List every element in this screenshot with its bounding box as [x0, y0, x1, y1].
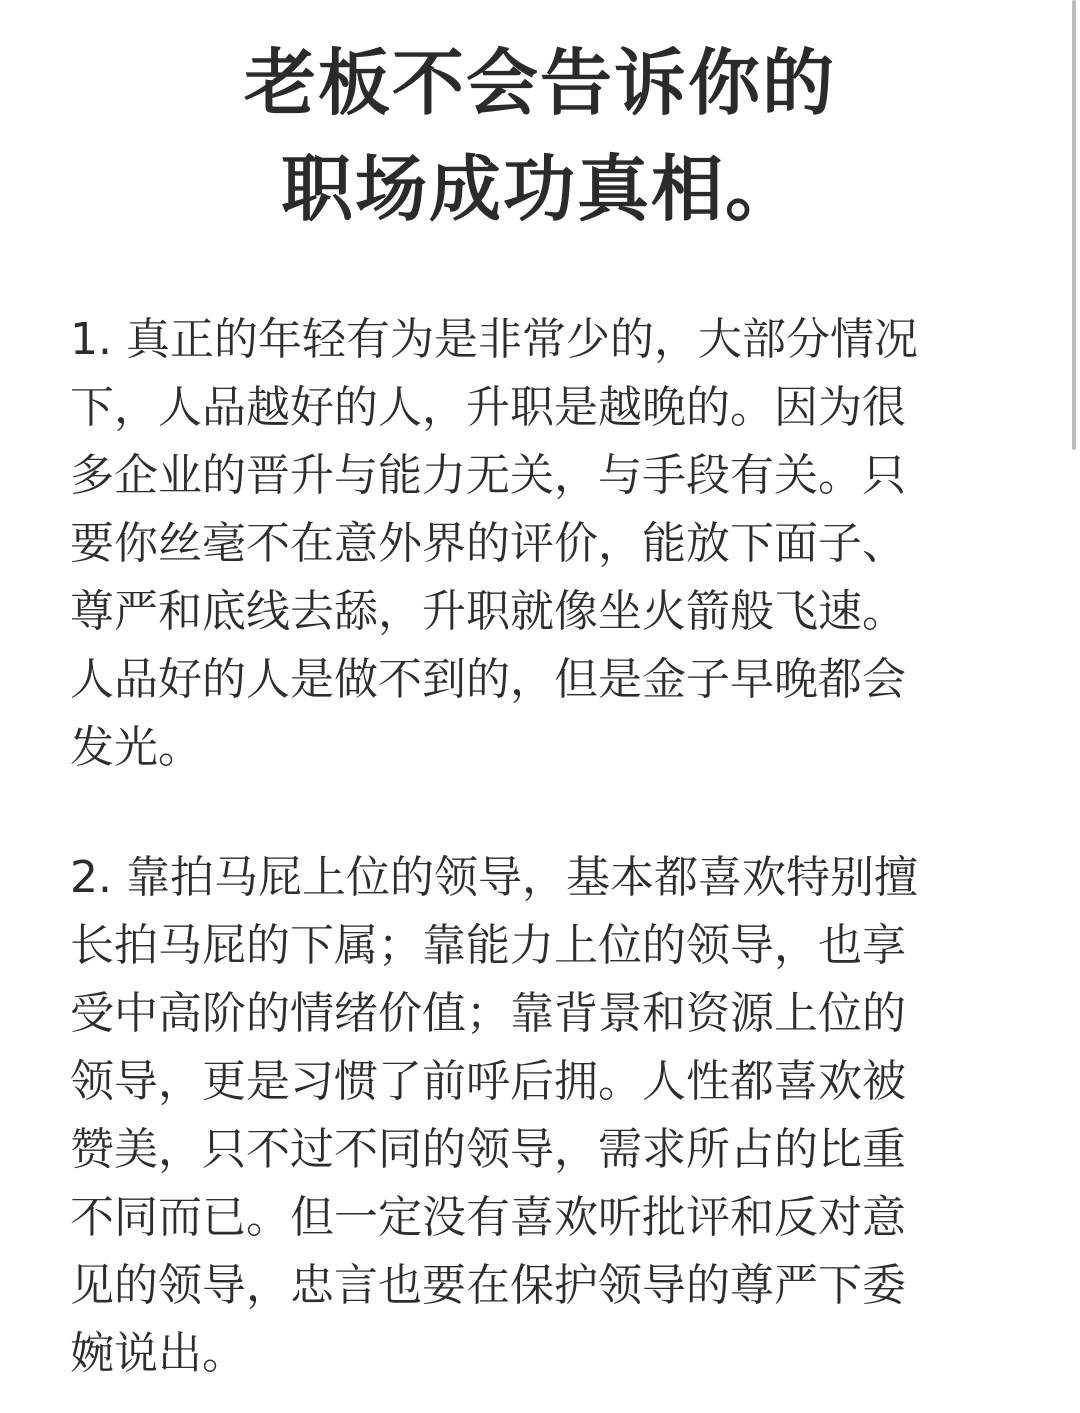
paragraph-line: 1. 真正的年轻有为是非常少的，大部分情况	[70, 314, 918, 365]
title-line-2: 职场成功真相。	[280, 147, 799, 231]
paragraph-line: 尊严和底线去舔，升职就像坐火箭般飞速。	[70, 586, 906, 637]
paragraph-line: 受中高阶的情绪价值；靠背景和资源上位的	[70, 988, 906, 1039]
paragraph-line: 见的领导，忠言也要在保护领导的尊严下委	[70, 1260, 906, 1311]
title-line-1: 老板不会告诉你的	[243, 41, 836, 125]
paragraph-2	[70, 844, 990, 1388]
paragraph-line: 婉说出。	[70, 1328, 246, 1379]
paragraph-line: 赞美，只不过不同的领导，需求所占的比重	[70, 1124, 906, 1175]
paragraph-line: 领导，更是习惯了前呼后拥。人性都喜欢被	[70, 1056, 906, 1107]
paragraph-line: 发光。	[70, 722, 202, 773]
vertical-scrollbar[interactable]	[1072, 0, 1080, 1413]
paragraph-line: 长拍马屁的下属；靠能力上位的领导，也享	[70, 920, 906, 971]
scrollbar-thumb[interactable]	[1072, 0, 1076, 450]
paragraph-line: 多企业的晋升与能力无关，与手段有关。只	[70, 450, 906, 501]
paragraph-line: 人品好的人是做不到的，但是金子早晚都会	[70, 654, 906, 705]
article-title	[0, 30, 1080, 242]
paragraph-line: 要你丝毫不在意外界的评价，能放下面子、	[70, 518, 906, 569]
paragraph-line: 下，人品越好的人，升职是越晚的。因为很	[70, 382, 906, 433]
paragraph-1	[70, 306, 990, 782]
paragraph-line: 2. 靠拍马屁上位的领导，基本都喜欢特别擅	[70, 852, 918, 903]
paragraph-line: 不同而已。但一定没有喜欢听批评和反对意	[70, 1192, 906, 1243]
